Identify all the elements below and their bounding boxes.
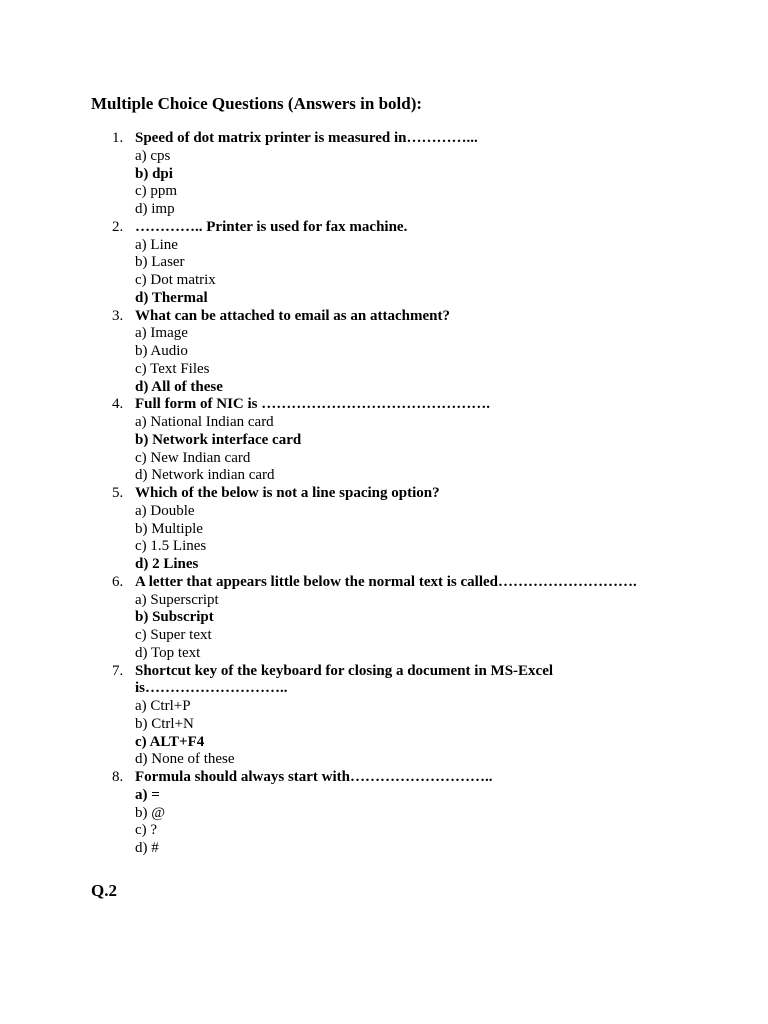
answer-option: b) Laser bbox=[135, 254, 185, 271]
answer-option: a) Double bbox=[135, 502, 195, 519]
answer-option-correct: b) Network interface card bbox=[135, 431, 302, 448]
question-item bbox=[0, 308, 768, 397]
question-number: 5. bbox=[112, 485, 124, 501]
answer-option: a) Ctrl+P bbox=[135, 698, 191, 714]
question-number: 6. bbox=[112, 573, 124, 590]
question-text: ………….. Printer is used for fax machine. bbox=[135, 218, 408, 235]
answer-option-correct: b) Subscript bbox=[135, 609, 214, 626]
question-list bbox=[0, 130, 768, 858]
question-item bbox=[0, 130, 768, 219]
answer-option: c) Super text bbox=[135, 627, 212, 643]
answer-option-correct: c) ALT+F4 bbox=[135, 733, 205, 750]
question-item bbox=[0, 769, 768, 858]
answer-option: a) Superscript bbox=[135, 591, 219, 608]
question-item bbox=[0, 485, 768, 574]
answer-option: d) Network indian card bbox=[135, 467, 275, 484]
answer-option-correct: a) = bbox=[135, 786, 160, 803]
question-number: 8. bbox=[112, 769, 124, 785]
answer-option-correct: d) Thermal bbox=[135, 289, 208, 306]
answer-option-correct: b) dpi bbox=[135, 165, 173, 182]
answer-option: c) ? bbox=[135, 822, 158, 839]
answer-option: d) None of these bbox=[135, 751, 235, 768]
question-number: 7. bbox=[112, 662, 124, 679]
next-section-heading: Q.2 bbox=[91, 881, 117, 900]
question-number: 1. bbox=[112, 130, 124, 146]
answer-option-correct: d) All of these bbox=[135, 378, 223, 395]
question-item bbox=[0, 663, 768, 770]
answer-option: d) # bbox=[135, 840, 159, 856]
answer-option: c) Dot matrix bbox=[135, 272, 216, 288]
answer-option: c) New Indian card bbox=[135, 449, 251, 466]
question-text: Which of the below is not a line spacing option? bbox=[135, 485, 440, 501]
question-item bbox=[0, 219, 768, 308]
question-text: Full form of NIC is ………………………………………. bbox=[135, 396, 490, 413]
question-text: Formula should always start with……………………….. bbox=[135, 769, 493, 785]
answer-option: d) Top text bbox=[135, 644, 201, 661]
answer-option: a) cps bbox=[135, 147, 171, 164]
answer-option: c) ppm bbox=[135, 183, 178, 200]
question-item bbox=[0, 574, 768, 663]
answer-option: d) imp bbox=[135, 201, 175, 217]
answer-option: b) Multiple bbox=[135, 520, 203, 537]
page-heading: Multiple Choice Questions (Answers in bold): bbox=[91, 94, 423, 113]
question-number: 4. bbox=[112, 396, 124, 413]
answer-option: a) Line bbox=[135, 236, 178, 253]
question-text: A letter that appears little below the normal text is called………………………. bbox=[135, 573, 637, 590]
answer-option: a) Image bbox=[135, 325, 188, 342]
answer-option: a) National Indian card bbox=[135, 414, 274, 430]
question-text: Speed of dot matrix printer is measured in…………... bbox=[135, 130, 478, 146]
question-text: Shortcut key of the keyboard for closing a document in MS-Excel is……………………….. bbox=[135, 662, 554, 697]
answer-option: c) 1.5 Lines bbox=[135, 538, 207, 555]
answer-option: c) Text Files bbox=[135, 360, 210, 377]
answer-option: b) Ctrl+N bbox=[135, 715, 194, 732]
question-number: 2. bbox=[112, 218, 124, 235]
answer-option: b) @ bbox=[135, 804, 166, 821]
question-text: What can be attached to email as an attachment? bbox=[135, 307, 450, 324]
question-item bbox=[0, 396, 768, 485]
question-number: 3. bbox=[112, 307, 124, 324]
answer-option-correct: d) 2 Lines bbox=[135, 556, 199, 572]
answer-option: b) Audio bbox=[135, 343, 188, 359]
